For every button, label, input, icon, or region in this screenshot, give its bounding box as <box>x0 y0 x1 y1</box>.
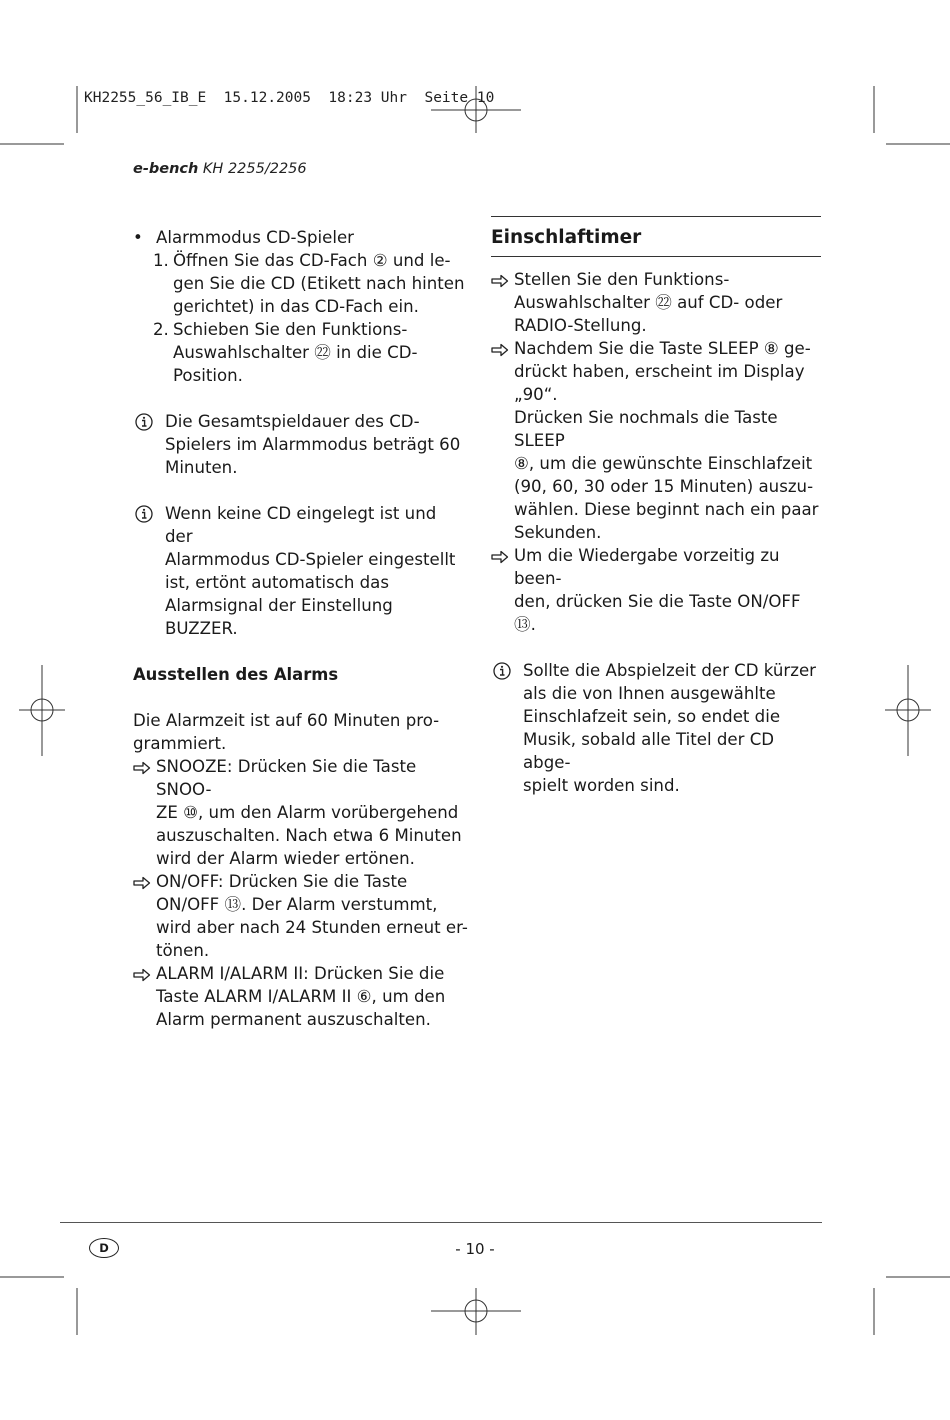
hollow-arrow-icon <box>491 547 509 570</box>
page-number: - 10 - <box>455 1240 495 1258</box>
text-line: drückt haben, erscheint im Display <box>514 362 805 381</box>
text-line: ZE ⑩, um den Alarm vorübergehend <box>156 803 459 822</box>
text-line: gen Sie die CD (Etikett nach hinten <box>173 274 465 293</box>
text-line: Auswahlschalter ㉒ in die CD- <box>173 343 418 362</box>
step-number: 2. <box>153 320 169 339</box>
text-line: auszuschalten. Nach etwa 6 Minuten <box>156 826 462 845</box>
text-line: ON/OFF: Drücken Sie die Taste <box>156 872 408 891</box>
hollow-arrow-icon <box>491 271 509 294</box>
text-line: Sekunden. <box>514 523 602 542</box>
arrow-list <box>133 755 468 1031</box>
left-column <box>133 226 468 1031</box>
text-line: tönen. <box>156 941 210 960</box>
text-line: Taste ALARM I/ALARM II ⑥, um den <box>156 987 446 1006</box>
text-line: Spielers im Alarmmodus beträgt 60 <box>165 435 461 454</box>
arrow-item <box>133 755 468 870</box>
info-note-2 <box>133 502 468 640</box>
arrow-item <box>491 268 821 337</box>
bullet-title: Alarmmodus CD-Spieler <box>156 228 354 247</box>
text-line: Nachdem Sie die Taste SLEEP ⑧ ge- <box>514 339 811 358</box>
text-line: Stellen Sie den Funktions- <box>514 270 730 289</box>
info-note-1 <box>133 410 468 479</box>
step-list <box>133 249 468 387</box>
text-line: Die Gesamtspieldauer des CD- <box>165 412 420 431</box>
text-line: Position. <box>173 366 243 385</box>
numbered-step <box>133 249 468 318</box>
text-line: ⑧, um die gewünschte Einschlafzeit <box>514 454 813 473</box>
arrow-item <box>491 544 821 636</box>
arrow-item <box>133 962 468 1031</box>
text-line: Sollte die Abspielzeit der CD kürzer <box>523 661 816 680</box>
bullet-dot-icon: • <box>133 228 143 247</box>
hollow-arrow-icon <box>133 758 151 781</box>
text-line: SNOOZE: Drücken Sie die Taste SNOO- <box>156 757 417 799</box>
right-column <box>491 216 821 797</box>
running-head <box>133 161 307 177</box>
text-line: Alarmsignal der Einstellung BUZZER. <box>165 596 393 638</box>
text-line: gerichtet) in das CD-Fach ein. <box>173 297 419 316</box>
text-line: spielt worden sind. <box>523 776 680 795</box>
text-line: RADIO-Stellung. <box>514 316 647 335</box>
print-slug: KH2255_56_IB_E 15.12.2005 18:23 Uhr Seite 10 <box>84 90 495 106</box>
text-line: Einschlafzeit sein, so endet die <box>523 707 781 726</box>
hollow-arrow-icon <box>133 965 151 988</box>
text-line: als die von Ihnen ausgewählte <box>523 684 776 703</box>
text-line: Minuten. <box>165 458 238 477</box>
text-line: ist, ertönt automatisch das <box>165 573 389 592</box>
text-line: Die Alarmzeit ist auf 60 Minuten pro- <box>133 711 440 730</box>
info-circle-icon <box>493 662 511 686</box>
model-number: KH 2255/2256 <box>202 161 307 177</box>
text-line: wird der Alarm wieder ertönen. <box>156 849 415 868</box>
footer-rule <box>60 1222 822 1223</box>
brand-name: e-bench <box>133 161 199 177</box>
text-line: wird aber nach 24 Stunden erneut er- <box>156 918 468 937</box>
arrow-item <box>133 870 468 962</box>
info-circle-icon <box>135 413 153 437</box>
text-line: Öffnen Sie das CD-Fach ② und le- <box>173 251 451 270</box>
text-line: wählen. Diese beginnt nach ein paar <box>514 500 819 519</box>
info-circle-icon <box>135 505 153 529</box>
hollow-arrow-icon <box>133 873 151 896</box>
numbered-step <box>133 318 468 387</box>
section-heading: Einschlaftimer <box>491 216 821 257</box>
text-line: Auswahlschalter ㉒ auf CD- oder <box>514 293 783 312</box>
text-line: Wenn keine CD eingelegt ist und der <box>165 504 437 546</box>
hollow-arrow-icon <box>491 340 509 363</box>
text-line: Um die Wiedergabe vorzeitig zu been- <box>514 546 780 588</box>
text-line: Alarmmodus CD-Spieler eingestellt <box>165 550 456 569</box>
step-number: 1. <box>153 251 169 270</box>
text-line: ON/OFF ⑬. Der Alarm verstummt, <box>156 895 438 914</box>
bullet-item <box>133 226 468 249</box>
text-line: grammiert. <box>133 734 227 753</box>
language-badge: D <box>89 1238 119 1258</box>
text-line: den, drücken Sie die Taste ON/OFF ⑬. <box>514 592 801 634</box>
info-note-3 <box>491 659 821 797</box>
text-line: Schieben Sie den Funktions- <box>173 320 408 339</box>
intro-paragraph <box>133 709 468 755</box>
arrow-list <box>491 268 821 636</box>
text-line: ALARM I/ALARM II: Drücken Sie die <box>156 964 445 983</box>
text-line: „90“. <box>514 385 558 404</box>
subheading: Ausstellen des Alarms <box>133 665 339 684</box>
arrow-item <box>491 337 821 544</box>
text-line: (90, 60, 30 oder 15 Minuten) auszu- <box>514 477 814 496</box>
text-line: Drücken Sie nochmals die Taste SLEEP <box>514 408 778 450</box>
text-line: Alarm permanent auszuschalten. <box>156 1010 431 1029</box>
text-line: Musik, sobald alle Titel der CD abge- <box>523 730 775 772</box>
